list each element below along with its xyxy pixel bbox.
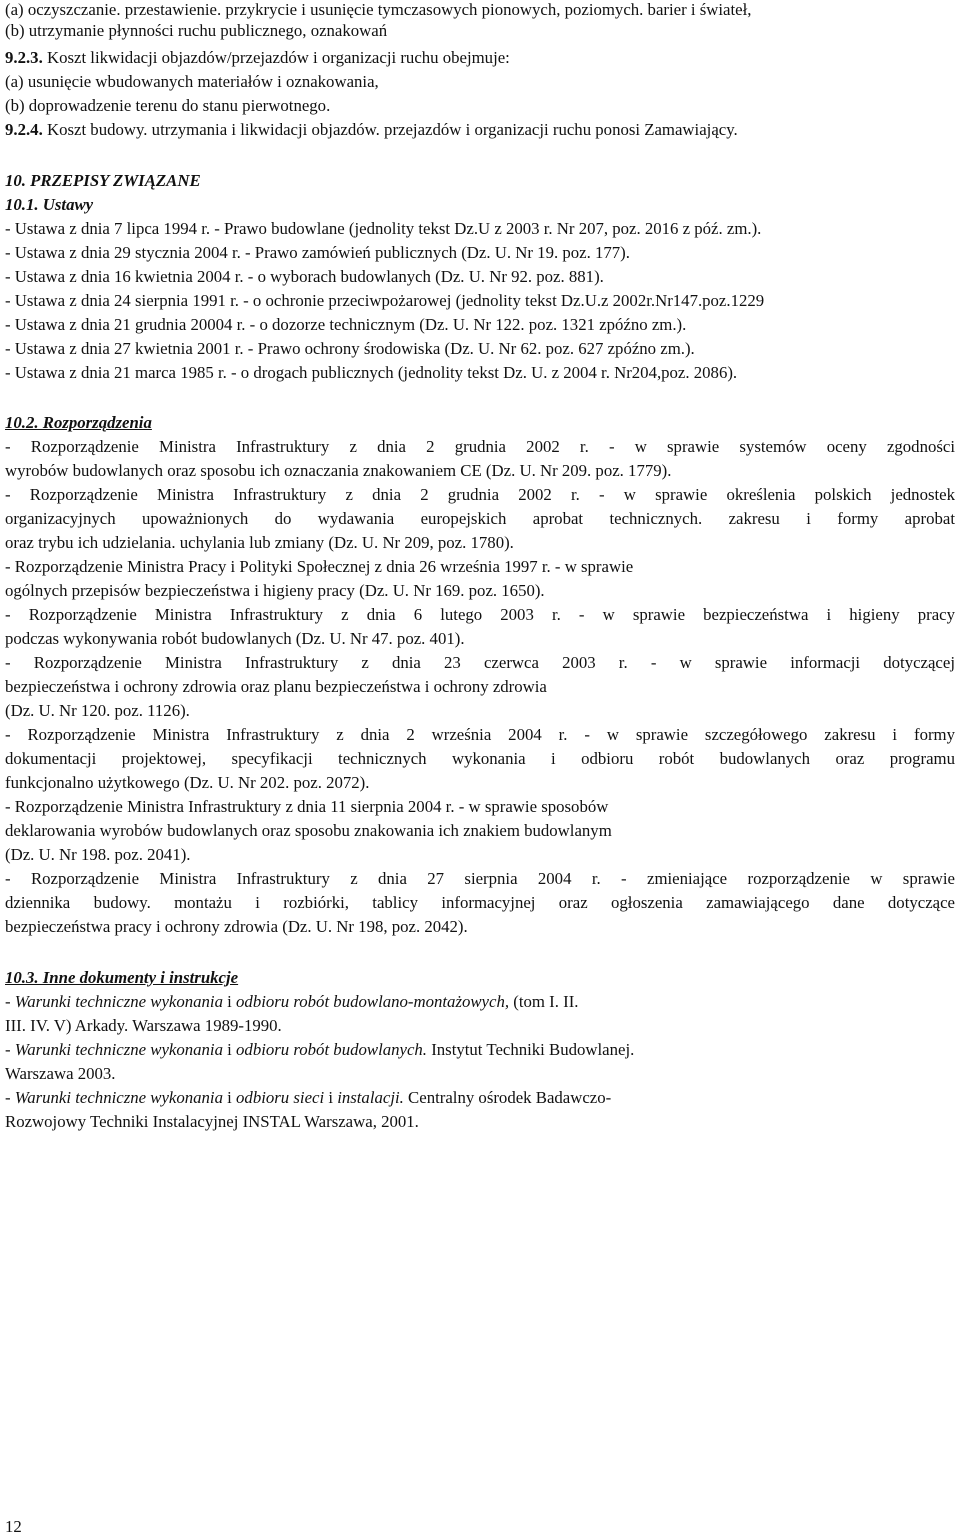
rozporzadzenie-line: (Dz. U. Nr 198. poz. 2041).	[5, 845, 191, 864]
rozporzadzenie-line: funkcjonalno użytkowego (Dz. U. Nr 202. poz. 2072).	[5, 773, 370, 792]
rozporzadzenie-line: dziennika budowy. montażu i rozbiórki, tablicy informacyjnej oraz ogłoszenia zamawiającego dane dotyczące	[5, 893, 955, 912]
intro-line-2: (b) utrzymanie płynności ruchu publicznego, oznakowań	[5, 21, 388, 40]
connector-text: i	[222, 1040, 237, 1059]
ustawa-item: - Ustawa z dnia 7 lipca 1994 r. - Prawo budowlane (jednolity tekst Dz.U z 2003 r. Nr 207, poz. 2016 z póź. zm.).	[5, 219, 762, 238]
ustawa-item: - Ustawa z dnia 24 sierpnia 1991 r. - o ochronie przeciwpożarowej (jednolity tekst Dz.U.z 2002r.Nr147.poz.1229	[5, 291, 765, 310]
inne-dokument-line: III. IV. V) Arkady. Warszawa 1989-1990.	[5, 1016, 282, 1035]
rozporzadzenie-line: - Rozporządzenie Ministra Infrastruktury z dnia 2 września 2004 r. - w sprawie szczegółowego zakresu i formy	[5, 725, 955, 744]
intro-line-4: (a) usunięcie wbudowanych materiałów i oznakowania,	[5, 72, 379, 91]
document-detail: Centralny ośrodek Badawczo-	[403, 1088, 612, 1107]
rozporzadzenie-line: dokumentacji projektowej, specyfikacji technicznych wykonania i odbioru robót budowlanych oraz programu	[5, 749, 955, 768]
subsection-heading-10-2: 10.2. Rozporządzenia	[5, 413, 152, 432]
connector-text: i	[222, 992, 237, 1011]
rozporzadzenie-line: - Rozporządzenie Ministra Infrastruktury z dnia 27 sierpnia 2004 r. - zmieniające rozporządzenie w sprawie	[5, 869, 955, 888]
rozporzadzenie-line: ogólnych przepisów bezpieczeństwa i higieny pracy (Dz. U. Nr 169. poz. 1650).	[5, 581, 545, 600]
ustawa-item: - Ustawa z dnia 21 grudnia 20004 r. - o dozorze technicznym (Dz. U. Nr 122. poz. 1321 zpóźno zm.).	[5, 315, 687, 334]
document-detail: (tom I. II.	[509, 992, 579, 1011]
intro-line-6	[5, 120, 738, 140]
subsection-heading-10-1: 10.1. Ustawy	[5, 195, 94, 214]
document-title-italic: odbioru sieci	[236, 1088, 325, 1107]
document-title-italic: Warunki techniczne wykonania	[14, 1088, 223, 1107]
rozporzadzenie-line: - Rozporządzenie Ministra Infrastruktury z dnia 6 lutego 2003 r. - w sprawie bezpieczeństwa i higieny pracy	[5, 605, 955, 624]
rozporzadzenie-line: (Dz. U. Nr 120. poz. 1126).	[5, 701, 190, 720]
rozporzadzenie-line: wyrobów budowlanych oraz sposobu ich oznaczania znakowaniem CE (Dz. U. Nr 209. poz. 1779).	[5, 461, 672, 480]
rozporzadzenie-line: bezpieczeństwa pracy i ochrony zdrowia (Dz. U. Nr 198, poz. 2042).	[5, 917, 468, 936]
ustawa-item: - Ustawa z dnia 27 kwietnia 2001 r. - Prawo ochrony środowiska (Dz. U. Nr 62. poz. 627 zpóźno zm.).	[5, 339, 695, 358]
section-number-9-2-3: 9.2.3.	[5, 48, 43, 67]
inne-dokument-line	[5, 1088, 611, 1108]
subsection-heading-10-3: 10.3. Inne dokumenty i instrukcje	[5, 968, 239, 987]
rozporzadzenie-line: - Rozporządzenie Ministra Infrastruktury z dnia 2 grudnia 2002 r. - w sprawie systemów oceny zgodności	[5, 437, 955, 456]
document-title-italic: Warunki techniczne wykonania	[14, 1040, 223, 1059]
ustawa-item: - Ustawa z dnia 21 marca 1985 r. - o drogach publicznych (jednolity tekst Dz. U. z 2004 r. Nr204,poz. 2086).	[5, 363, 738, 382]
ustawa-item: - Ustawa z dnia 29 stycznia 2004 r. - Prawo zamówień publicznych (Dz. U. Nr 19. poz. 177).	[5, 243, 630, 262]
document-title-italic: odbioru robót budowlano-montażowych,	[236, 992, 510, 1011]
rozporzadzenie-line: organizacyjnych upoważnionych do wydawania europejskich aprobat technicznych. zakresu i formy aprobat	[5, 509, 955, 528]
section-number-9-2-4: 9.2.4.	[5, 120, 43, 139]
intro-line-5: (b) doprowadzenie terenu do stanu pierwotnego.	[5, 96, 331, 115]
ustawa-item: - Ustawa z dnia 16 kwietnia 2004 r. - o wyborach budowlanych (Dz. U. Nr 92. poz. 881).	[5, 267, 604, 286]
rozporzadzenie-line: podczas wykonywania robót budowlanych (Dz. U. Nr 47. poz. 401).	[5, 629, 465, 648]
rozporzadzenie-line: - Rozporządzenie Ministra Infrastruktury z dnia 2 grudnia 2002 r. - w sprawie określenia polskich jednostek	[5, 485, 955, 504]
page-number: 12	[5, 1517, 22, 1536]
rozporzadzenie-line: - Rozporządzenie Ministra Infrastruktury z dnia 11 sierpnia 2004 r. - w sprawie sposobów	[5, 797, 609, 816]
inne-dokument-line: Warszawa 2003.	[5, 1064, 116, 1083]
inne-dokument-line	[5, 1040, 634, 1060]
section-text-9-2-3: Koszt likwidacji objazdów/przejazdów i organizacji ruchu obejmuje:	[42, 48, 510, 67]
rozporzadzenie-line: bezpieczeństwa i ochrony zdrowia oraz planu bezpieczeństwa i ochrony zdrowia	[5, 677, 547, 696]
document-title-italic: instalacji.	[337, 1088, 404, 1107]
rozporzadzenie-line: - Rozporządzenie Ministra Infrastruktury z dnia 23 czerwca 2003 r. - w sprawie informacji dotyczącej	[5, 653, 955, 672]
rozporzadzenie-line: deklarowania wyrobów budowlanych oraz sposobu znakowania ich znakiem budowlanym	[5, 821, 612, 840]
list-dash: -	[5, 992, 15, 1011]
document-title-italic: odbioru robót budowlanych.	[236, 1040, 427, 1059]
inne-dokument-line	[5, 992, 578, 1012]
intro-line-3	[5, 48, 510, 68]
rozporzadzenie-line: oraz trybu ich udzielania. uchylania lub zmiany (Dz. U. Nr 209, poz. 1780).	[5, 533, 514, 552]
document-title-italic: Warunki techniczne wykonania	[14, 992, 223, 1011]
list-dash: -	[5, 1088, 15, 1107]
intro-line-1: (a) oczyszczanie. przestawienie. przykrycie i usunięcie tymczasowych pionowych, poziomych. barier i świateł,	[5, 0, 752, 19]
section-text-9-2-4: Koszt budowy. utrzymania i likwidacji objazdów. przejazdów i organizacji ruchu ponosi Zamawiający.	[42, 120, 738, 139]
list-dash: -	[5, 1040, 15, 1059]
document-detail: Instytut Techniki Budowlanej.	[427, 1040, 635, 1059]
section-heading-10: 10. PRZEPISY ZWIĄZANE	[5, 171, 201, 190]
inne-dokument-line: Rozwojowy Techniki Instalacyjnej INSTAL Warszawa, 2001.	[5, 1112, 419, 1131]
connector-text: i	[222, 1088, 237, 1107]
connector-text: i	[324, 1088, 338, 1107]
rozporzadzenie-line: - Rozporządzenie Ministra Pracy i Polityki Społecznej z dnia 26 września 1997 r. - w sprawie	[5, 557, 634, 576]
